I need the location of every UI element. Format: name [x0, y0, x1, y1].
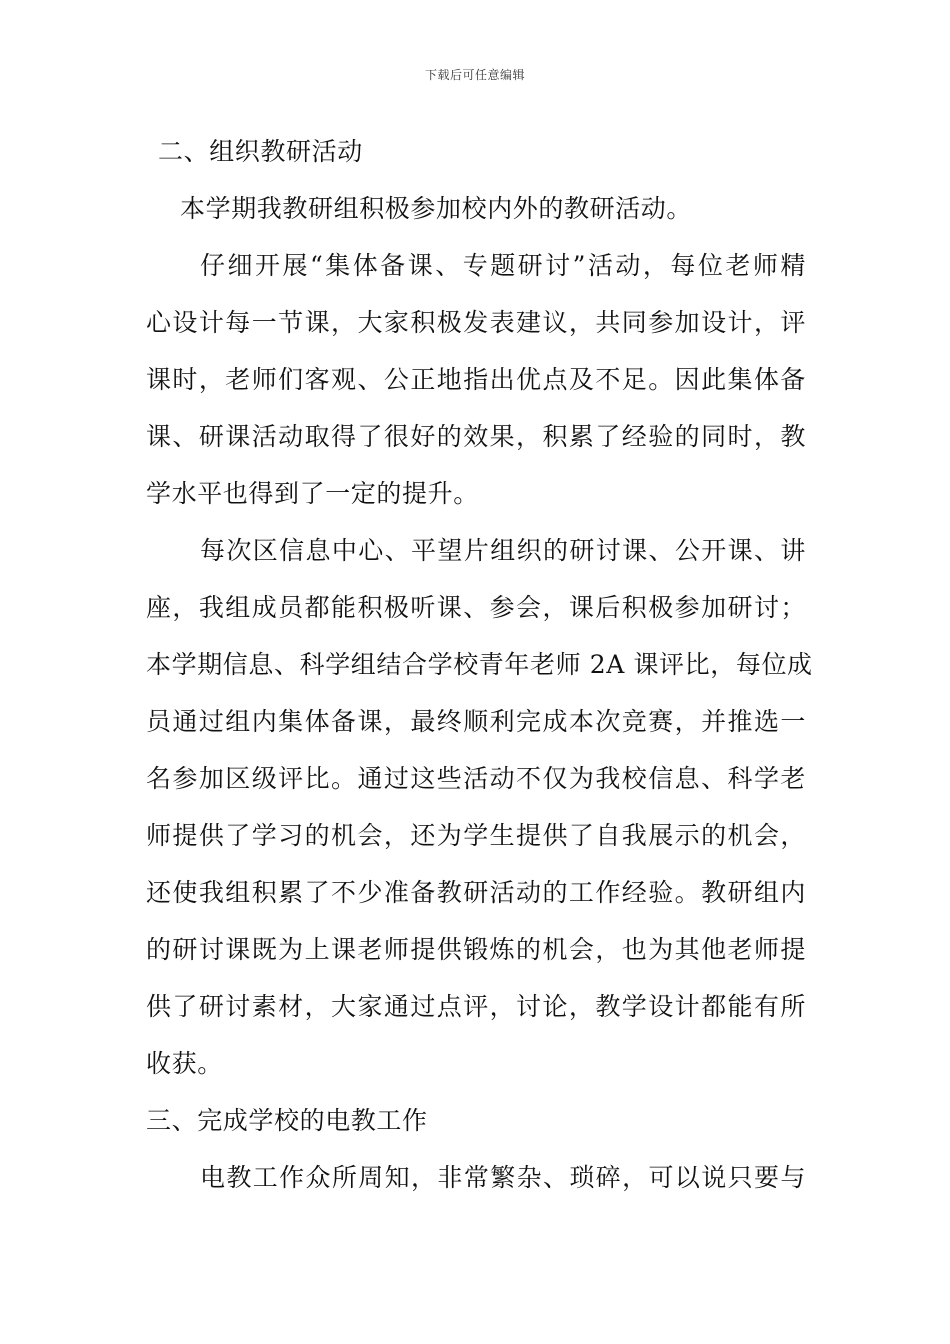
- paragraph-line: 每次区信息中心、平望片组织的研讨课、公开课、讲: [200, 536, 806, 565]
- paragraph-line: 本学期我教研组积极参加校内外的教研活动。: [180, 194, 693, 223]
- page-header: 下载后可任意编辑: [424, 68, 525, 82]
- paragraph-line: 仔细开展“集体备课、专题研讨”活动，每位老师精: [200, 251, 806, 280]
- paragraph-line: 师提供了学习的机会，还为学生提供了自我展示的机会，: [146, 821, 806, 850]
- paragraph-line: 课、研课活动取得了很好的效果，积累了经验的同时，教: [146, 422, 806, 451]
- paragraph-line: 电教工作众所周知，非常繁杂、琐碎，可以说只要与: [200, 1163, 806, 1192]
- paragraph-line: 员通过组内集体备课，最终顺利完成本次竞赛，并推选一: [146, 707, 806, 736]
- paragraph-line: 还使我组积累了不少准备教研活动的工作经验。教研组内: [146, 878, 806, 907]
- paragraph-line: 学水平也得到了一定的提升。: [146, 479, 479, 508]
- paragraph-line: 名参加区级评比。通过这些活动不仅为我校信息、科学老: [146, 764, 806, 793]
- paragraph-line: 收获。: [146, 1049, 223, 1078]
- paragraph-line: 本学期信息、科学组结合学校青年老师 2A 课评比，每位成: [146, 650, 813, 679]
- paragraph-line: 供了研讨素材，大家通过点评，讨论，教学设计都能有所: [146, 992, 806, 1021]
- section-heading-3: 三、完成学校的电教工作: [146, 1106, 428, 1135]
- paragraph-line: 心设计每一节课，大家积极发表建议，共同参加设计，评: [146, 308, 806, 337]
- section-heading-2: 二、组织教研活动: [158, 137, 363, 166]
- paragraph-line: 的研讨课既为上课老师提供锻炼的机会，也为其他老师提: [146, 935, 806, 964]
- paragraph-line: 座，我组成员都能积极听课、参会，课后积极参加研讨；: [146, 593, 806, 622]
- paragraph-line: 课时，老师们客观、公正地指出优点及不足。因此集体备: [146, 365, 806, 394]
